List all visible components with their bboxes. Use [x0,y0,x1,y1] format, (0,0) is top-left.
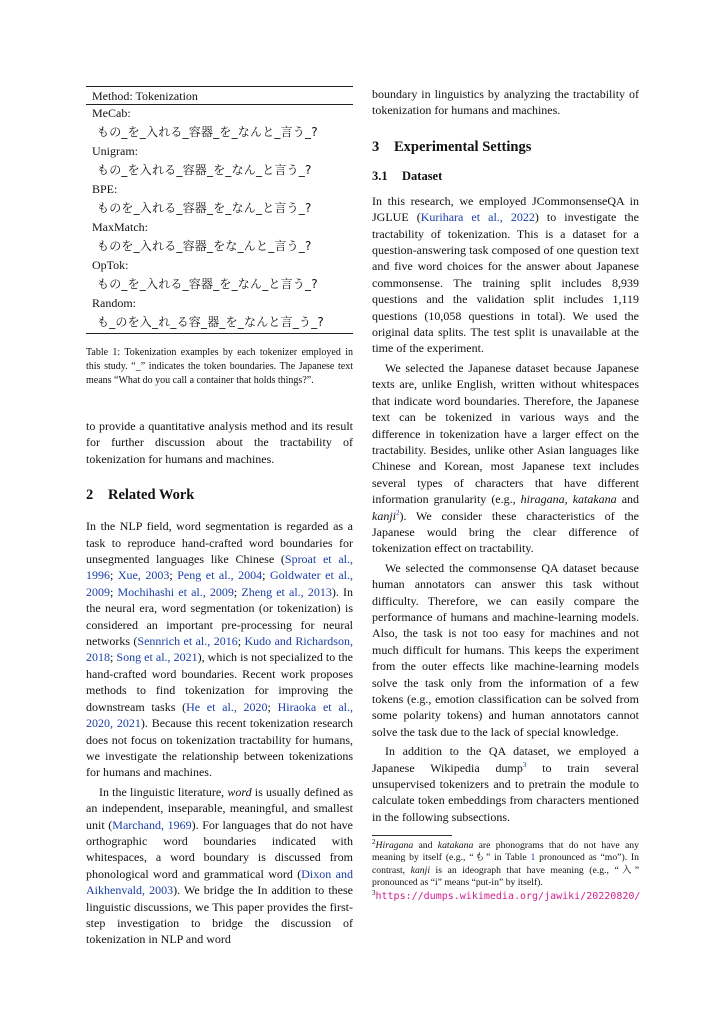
text: ; [267,699,278,714]
method-name: MaxMatch: [92,220,148,234]
method-name: Random: [92,296,136,310]
table-ref-link[interactable]: 1 [530,852,536,864]
section-2-heading [86,487,353,504]
text: to train several unsupervised tokenizers and to pretrain the module to calculate token embeddings from characters mentioned in the following subsections. [372,760,639,824]
text: ; [233,584,242,599]
footnote-number: 3 [372,888,376,897]
left-column [86,86,353,948]
citation-link[interactable]: Kudo and Richardson, 2018 [86,634,353,665]
text: ; [110,568,118,583]
text: ). Because this recent tokenization research does not focus on tokenization tractability for humans, we investigate the relationship between tokenizations for humans and machines. [86,716,354,780]
emphasis: kanji [372,508,396,523]
footnote-marker[interactable]: 2 [396,508,400,517]
subsection-title: Dataset [402,168,443,183]
dataset-paragraph-1 [372,193,639,357]
citation-link[interactable]: Marchand, 1969 [112,817,192,832]
emphasis: word [227,784,252,799]
text: and [413,840,438,852]
method-name: OpTok: [92,258,129,272]
text: is usually defined as an independent, inseparable, meaningful, and smallest unit ( [86,784,353,832]
section-number: 2 [86,487,94,504]
citation-link[interactable]: Mochihashi et al., 2009 [117,584,234,599]
section-number: 3 [372,138,380,155]
related-work-paragraph-2 [86,784,353,948]
section-title: Experimental Settings [394,138,532,155]
text: ). We consider these characteristics of the Japanese would bring the clear difference of tokenization effect on tractability. [372,508,639,556]
citation-link[interactable]: Goldwater et al., 2009 [86,568,353,599]
citation-link[interactable]: Sennrich et al., 2016 [137,634,238,649]
text: ). In the neural era, word segmentation (or tokenization) is considered an important pre-processing for neural networks ( [86,584,353,649]
text: ) to investigate the tractability of tokenization. This is a dataset for a question-answering task composed of one question text and five word choices for the answer about Japanese commonsense. The training split includes 8,939 questions and the validation split includes 1,119 questions (10,058 questions in total). We used the original data splits. The test split is unavailable at the time of the experiment. [372,210,639,356]
dataset-paragraph-3: We selected the commonsense QA dataset because human annotators can answer this task without difficulty. Therefore, we can easily compare the performance of humans and machine-learning models. Also, the task is not too easy for machines and not much difficult for humans. This keeps the experiment from the outer effects like machine-learning models solve the task only from the information of a few tokens (e.g., emotion classification can be solved from some polarity tokens) and human annotators cannot solve the task due to the lack of special knowledge. [372,560,639,739]
text: We selected the Japanese dataset because Japanese texts are, unlike English, written without whitespaces that indicate word boundaries. Therefore, the Japanese text can be tokenized in various ways and the difference in tokenization have a larger effect on the tractability. Besides, unlike other Asian languages like Chinese and Korean, most Japanese text includes several types of characters that have different information granularity (e.g., [372,360,639,507]
method-name: Unigram: [92,144,138,158]
citation-link[interactable]: Song et al., 2021 [116,650,198,665]
citation-link[interactable]: He et al., 2020 [186,699,268,714]
method-tokens: もの_を入れる_容器_を_なん_と言う_? [97,163,312,177]
text: is an ideograph that have meaning (e.g., “入” pronounced as “i” means “put-in” by itself). [372,864,640,888]
method-tokens: もの_を_入れる_容器_を_なん_と言う_? [97,277,318,291]
text: , [564,492,573,507]
emphasis: hiragana [520,492,565,507]
text: ; [169,568,178,583]
emphasis: katakana [572,492,617,507]
citation-link[interactable]: Dixon and Aikhenvald, 2003 [86,866,353,898]
related-work-paragraph-1 [86,518,353,781]
text: ; [262,568,270,583]
subsection-3-1-heading [372,169,639,184]
footnote-number: 2 [372,838,376,847]
table-header: Method: Tokenization [86,87,353,105]
text: In the linguistic literature, [99,784,228,799]
text: ), which is not specialized to the hand-crafted word boundaries. Recent work proposes methods to find tokenization for improving the downstream tasks ( [86,650,353,714]
emphasis: katakana [437,840,474,852]
text: In the NLP field, word segmentation is regarded as a task to reproduce hand-crafted word boundaries for unsegmented languages like Chinese ( [86,519,353,567]
text: ; [237,634,245,649]
method-tokens: ものを_入れる_容器_をな_んと_言う_? [97,239,312,253]
emphasis: Hiragana [375,840,414,852]
footnote-marker[interactable]: 3 [522,760,527,769]
emphasis: kanji [410,864,431,876]
text: ; [110,650,117,665]
method-name: BPE: [92,182,118,196]
dataset-paragraph-2 [372,360,639,557]
right-column [372,86,639,903]
table-caption: Table 1: Tokenization examples by each tokenizer employed in this study. “_” indicates the token boundaries. The Japanese text means “What do you call a container that holds things?”. [86,347,353,386]
method-tokens: もの_を_入れる_容器_を_なんと_言う_? [97,125,318,139]
section-title: Related Work [108,487,195,504]
text: In addition to the QA dataset, we employed a Japanese Wikipedia dump [372,744,639,775]
continuation-paragraph: boundary in linguistics by analyzing the tractability of tokenization for humans and machines. [372,87,639,118]
wikipedia-dump-url[interactable]: https://dumps.wikimedia.org/jawiki/20220820/ [375,891,641,903]
method-tokens: ものを_入れる_容器_を_なん_と言う_? [97,201,312,215]
text: are phonograms that do not have any meaning by itself (e.g., “も” in Table [372,840,639,864]
tokenization-table [86,86,353,334]
citation-link[interactable]: Peng et al., 2004 [177,568,263,583]
citation-link[interactable]: Hiraoka et al., 2020, 2021 [86,699,354,731]
footnote-divider [372,835,452,836]
intro-paragraph: to provide a quantitative analysis method and its result for further discussion about the tractability of tokenization for humans and machines. [86,419,353,466]
footnote-3 [372,888,641,903]
method-name: MeCab: [92,106,131,120]
text: ; [110,584,118,599]
text: ). For languages that do not have orthographic word boundaries indicated with whitespaces, a word boundary is discussed from phonological word and grammatical word ( [86,817,353,881]
dataset-paragraph-4 [372,743,639,825]
citation-link[interactable]: Zheng et al., 2013 [241,584,332,599]
section-3-heading [372,139,639,156]
citation-link[interactable]: Xue, 2003 [117,568,170,583]
text: and [616,492,640,507]
text: ). We bridge the In addition to these linguistic discussions, we This paper provides the first-step investigation to bridge the discussion of tokenization in NLP and word [86,883,353,947]
text: In this research, we employed JCommonsenseQA in JGLUE ( [372,193,639,225]
text: pronounced as “mo”). In contrast, [372,852,640,876]
footnote-2 [372,840,639,889]
method-tokens: も_のを入_れ_る容_器_を_なんと言_う_? [86,311,353,334]
citation-link[interactable]: Kurihara et al., 2022 [420,210,535,225]
subsection-number: 3.1 [372,168,388,183]
citation-link[interactable]: Sproat et al., 1996 [86,552,354,583]
